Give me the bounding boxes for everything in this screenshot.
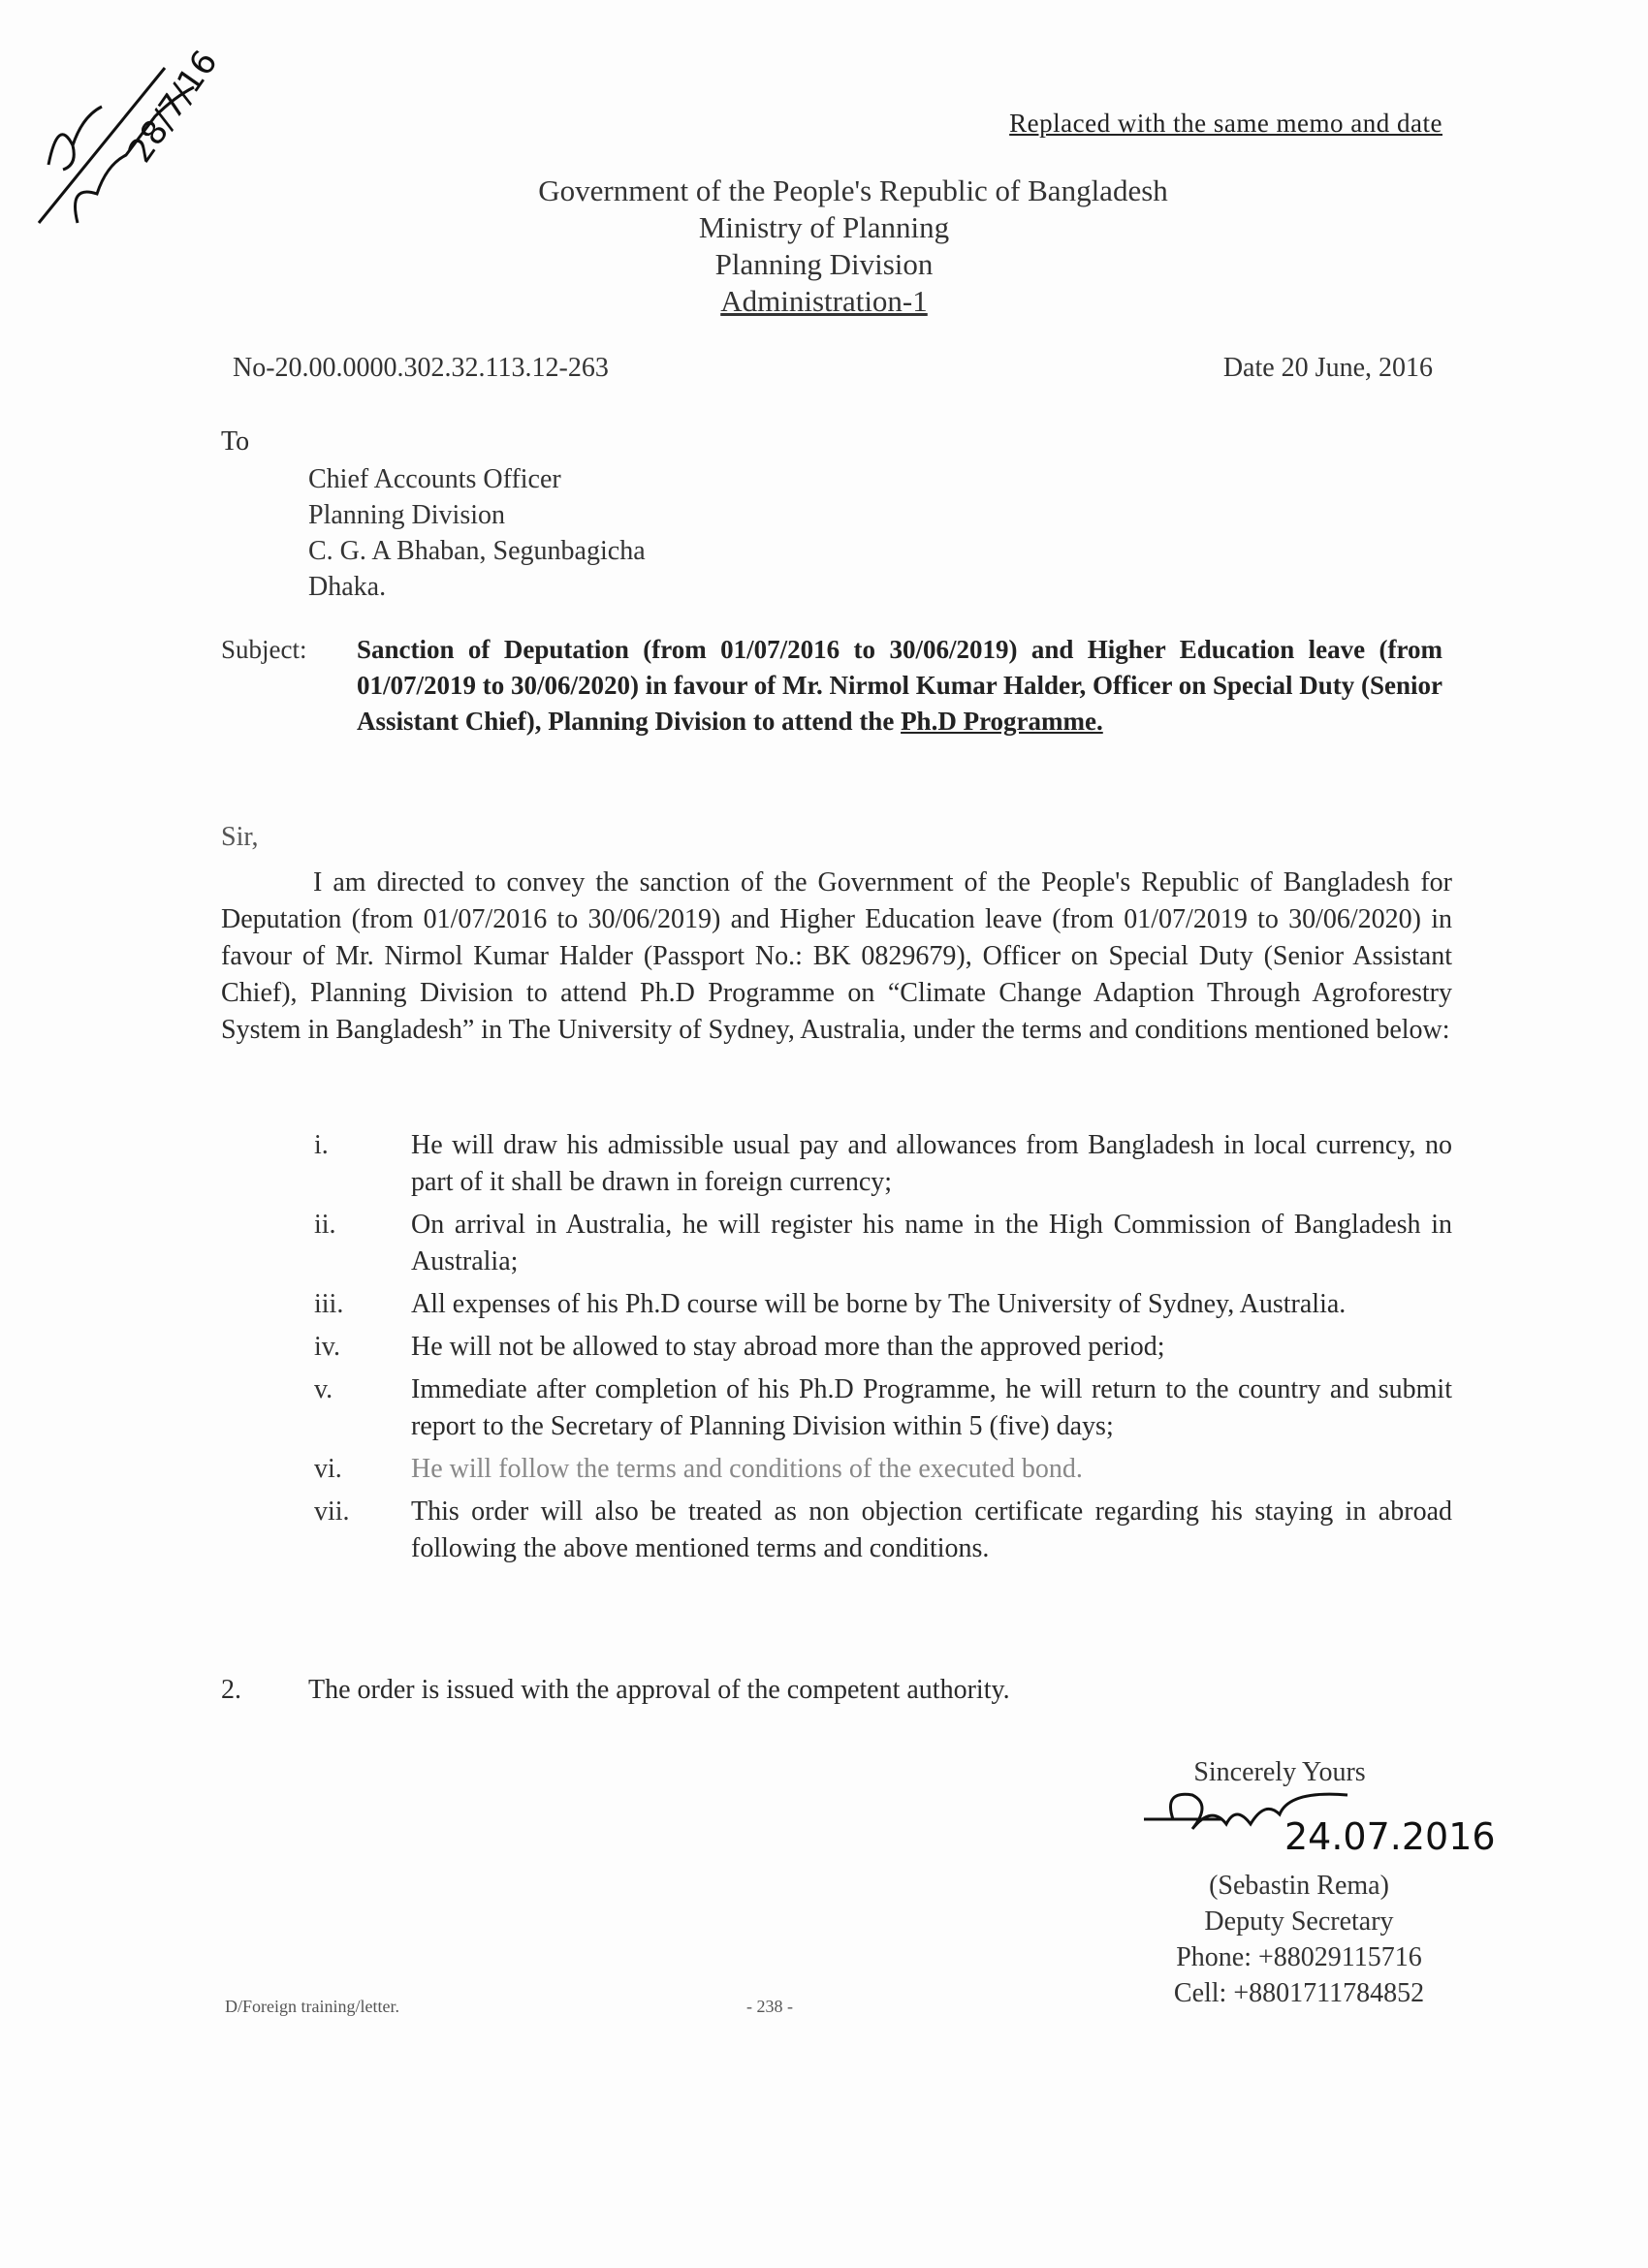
- condition-text: He will not be allowed to stay abroad more than the approved period;: [411, 1332, 1165, 1362]
- annotation-date: 28/7/16: [120, 43, 226, 171]
- signatory-cell: Cell: +8801711784852: [1173, 1978, 1425, 2008]
- condition-text: He will draw his admissible usual pay and allowances from Bangladesh in local currency, no part of it shall be drawn in foreign currency;: [411, 1130, 1452, 1197]
- letterhead-ministry: Ministry of Planning: [698, 210, 950, 244]
- body-paragraph: [221, 865, 1452, 1049]
- condition-item: [221, 1207, 1452, 1280]
- signature-mark: [1125, 1790, 1496, 1868]
- salutation: Sir,: [221, 822, 259, 852]
- address-line: Planning Division: [308, 500, 506, 530]
- paragraph-text: The order is issued with the approval of the competent authority.: [308, 1675, 1010, 1705]
- signatory-phone: Phone: +88029115716: [1176, 1942, 1422, 1972]
- condition-item: [221, 1329, 1452, 1366]
- condition-item: [221, 1451, 1452, 1488]
- paragraph-number: 2.: [221, 1675, 241, 1705]
- signature-date: 24.07.2016: [1284, 1815, 1496, 1858]
- conditions-list: [221, 1127, 1452, 1573]
- signatory-name: (Sebastin Rema): [1209, 1871, 1389, 1901]
- closing: Sincerely Yours: [1193, 1757, 1366, 1787]
- address-line: Chief Accounts Officer: [308, 464, 561, 494]
- address-line: Dhaka.: [308, 572, 387, 602]
- letterhead-division: Planning Division: [714, 247, 934, 281]
- condition-text: This order will also be treated as non objection certificate regarding his staying in abroad following the above mentioned terms and conditions.: [411, 1496, 1452, 1563]
- letterhead-section: Administration-1: [720, 284, 928, 318]
- condition-item: [221, 1494, 1452, 1567]
- letterhead-government: Government of the People's Republic of Bangladesh: [538, 173, 1168, 207]
- condition-number: vi.: [314, 1454, 342, 1484]
- condition-number: i.: [314, 1130, 329, 1160]
- memo-number: No-20.00.0000.302.32.113.12-263: [233, 353, 609, 383]
- condition-number: v.: [314, 1374, 333, 1404]
- address-line: C. G. A Bhaban, Segunbagicha: [308, 536, 646, 566]
- condition-text: On arrival in Australia, he will register his name in the High Commission of Bangladesh in Australia;: [411, 1210, 1452, 1276]
- condition-number: iv.: [314, 1332, 340, 1362]
- signatory-title: Deputy Secretary: [1204, 1906, 1394, 1937]
- condition-item: [221, 1286, 1452, 1323]
- subject-label: Subject:: [221, 635, 307, 664]
- condition-item: [221, 1371, 1452, 1445]
- page-number: - 238 -: [746, 1997, 793, 2016]
- subject: [221, 632, 1442, 740]
- footer-reference: D/Foreign training/letter.: [225, 1997, 399, 2016]
- body-text: I am directed to convey the sanction of the Government of the People's Republic of Bangladesh for Deputation (from 01/07/2016 to 30/06/2019) and Higher Education leave (from 01/07/2019 to 30/06/2020) in favour of Mr. Nirmol Kumar Halder (Passport No.: BK 0829679), Officer on Special Duty (Senior Assistant Chief), Planning Division to attend Ph.D Programme on “Climate Change Adaption Through Agroforestry System in Bangladesh” in The University of Sydney, Australia, under the terms and conditions mentioned below:: [221, 867, 1452, 1045]
- condition-text: He will follow the terms and conditions of the executed bond.: [411, 1454, 1083, 1484]
- condition-text: Immediate after completion of his Ph.D Programme, he will return to the country and submit report to the Secretary of Planning Division within 5 (five) days;: [411, 1374, 1452, 1441]
- condition-item: [221, 1127, 1452, 1201]
- signature-block: [1125, 1754, 1496, 2011]
- condition-number: vii.: [314, 1496, 350, 1527]
- condition-number: iii.: [314, 1289, 344, 1319]
- to-label: To: [221, 426, 250, 457]
- recipient-address: [308, 461, 646, 605]
- condition-number: ii.: [314, 1210, 336, 1240]
- paragraph-2: [221, 1675, 1010, 1706]
- replaced-note: Replaced with the same memo and date: [1009, 109, 1442, 138]
- condition-text: All expenses of his Ph.D course will be borne by The University of Sydney, Australia.: [411, 1289, 1347, 1319]
- subject-underlined: Ph.D Programme.: [901, 707, 1103, 736]
- subject-text: Sanction of Deputation (from 01/07/2016 to 30/06/2019) and Higher Education leave (from 01/07/2019 to 30/06/2020) in favour of Mr. Nirmol Kumar Halder, Officer on Special Duty (Senior Assistant Chief), Planning Division to attend the: [357, 635, 1442, 736]
- letter-date: Date 20 June, 2016: [1222, 353, 1433, 383]
- letterhead: [0, 173, 1648, 320]
